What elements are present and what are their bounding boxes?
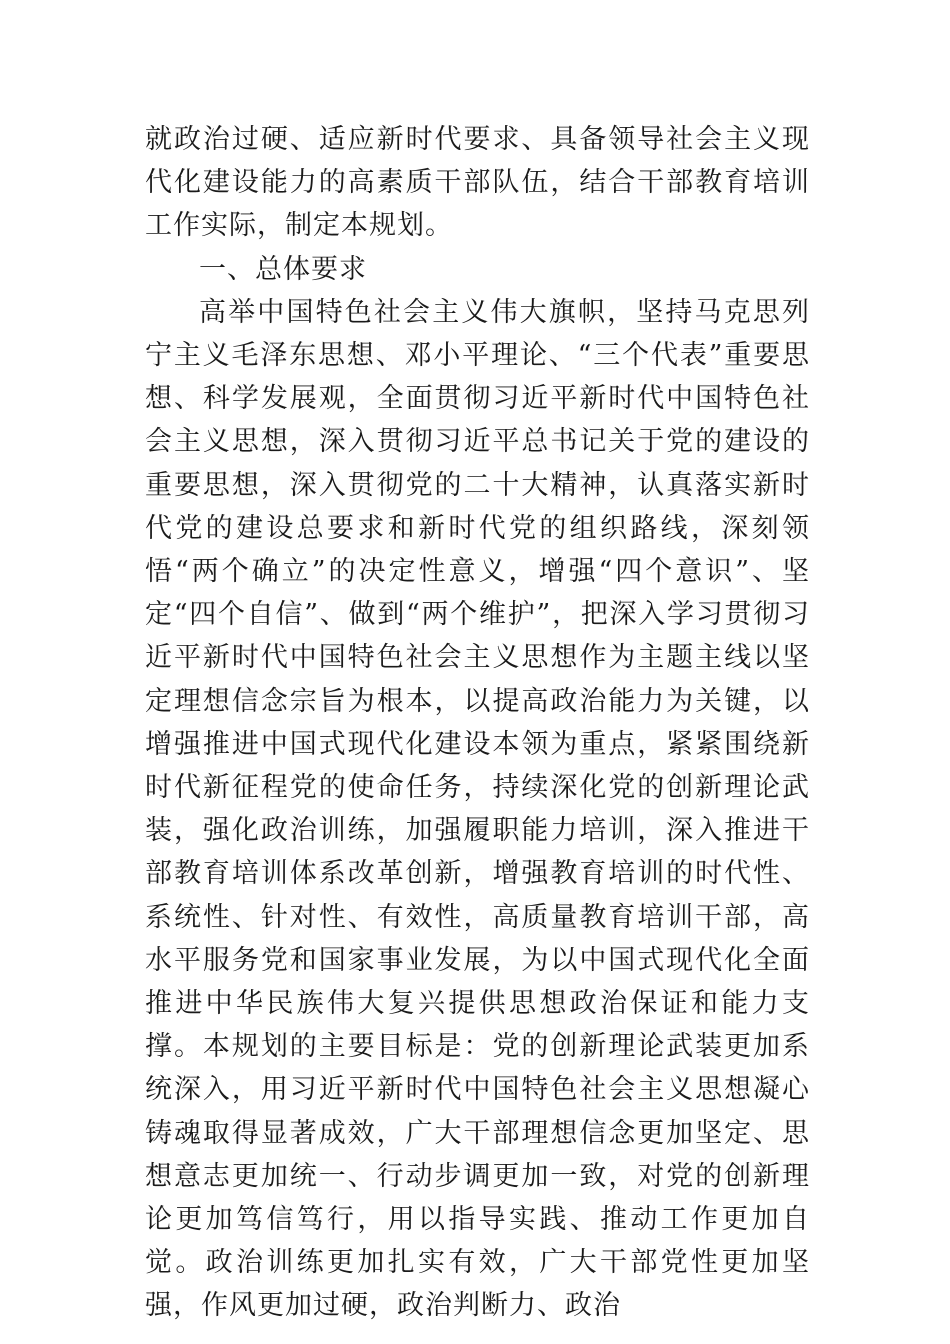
continued-paragraph: 就政治过硬、适应新时代要求、具备领导社会主义现代化建设能力的高素质干部队伍，结合干部教育培训工作实际，制定本规划。 — [145, 124, 810, 242]
section-heading: 一、总体要求 — [199, 253, 367, 285]
main-paragraph: 高举中国特色社会主义伟大旗帜，坚持马克思列宁主义毛泽东思想、邓小平理论、“三个代表”重要思想、科学发展观，全面贯彻习近平新时代中国特色社会主义思想，深入贯彻习近平总书记关于党的建设的重要思想，深入贯彻党的二十大精神，认真落实新时代党的建设总要求和新时代党的组织路线，深刻领悟“两个确立”的决定性意义，增强“四个意识”、坚定“四个自信”、做到“两个维护”，把深入学习贯彻习近平新时代中国特色社会主义思想作为主题主线以坚定理想信念宗旨为根本，以提高政治能力为关键，以增强推进中国式现代化建设本领为重点，紧紧围绕新时代新征程党的使命任务，持续深化党的创新理论武装，强化政治训练，加强履职能力培训，深入推进干部教育培训体系改革创新，增强教育培训的时代性、系统性、针对性、有效性，高质量教育培训干部，高水平服务党和国家事业发展，为以中国式现代化全面推进中华民族伟大复兴提供思想政治保证和能力支撑。本规划的主要目标是：党的创新理论武装更加系统深入，用习近平新时代中国特色社会主义思想凝心铸魂取得显著成效，广大干部理想信念更加坚定、思想意志更加统一、行动步调更加一致，对党的创新理论更加笃信笃行，用以指导实践、推动工作更加自觉。政治训练更加扎实有效，广大干部党性更加坚强，作风更加过硬，政治判断力、政治 — [145, 296, 810, 1322]
document-body — [145, 118, 810, 1328]
